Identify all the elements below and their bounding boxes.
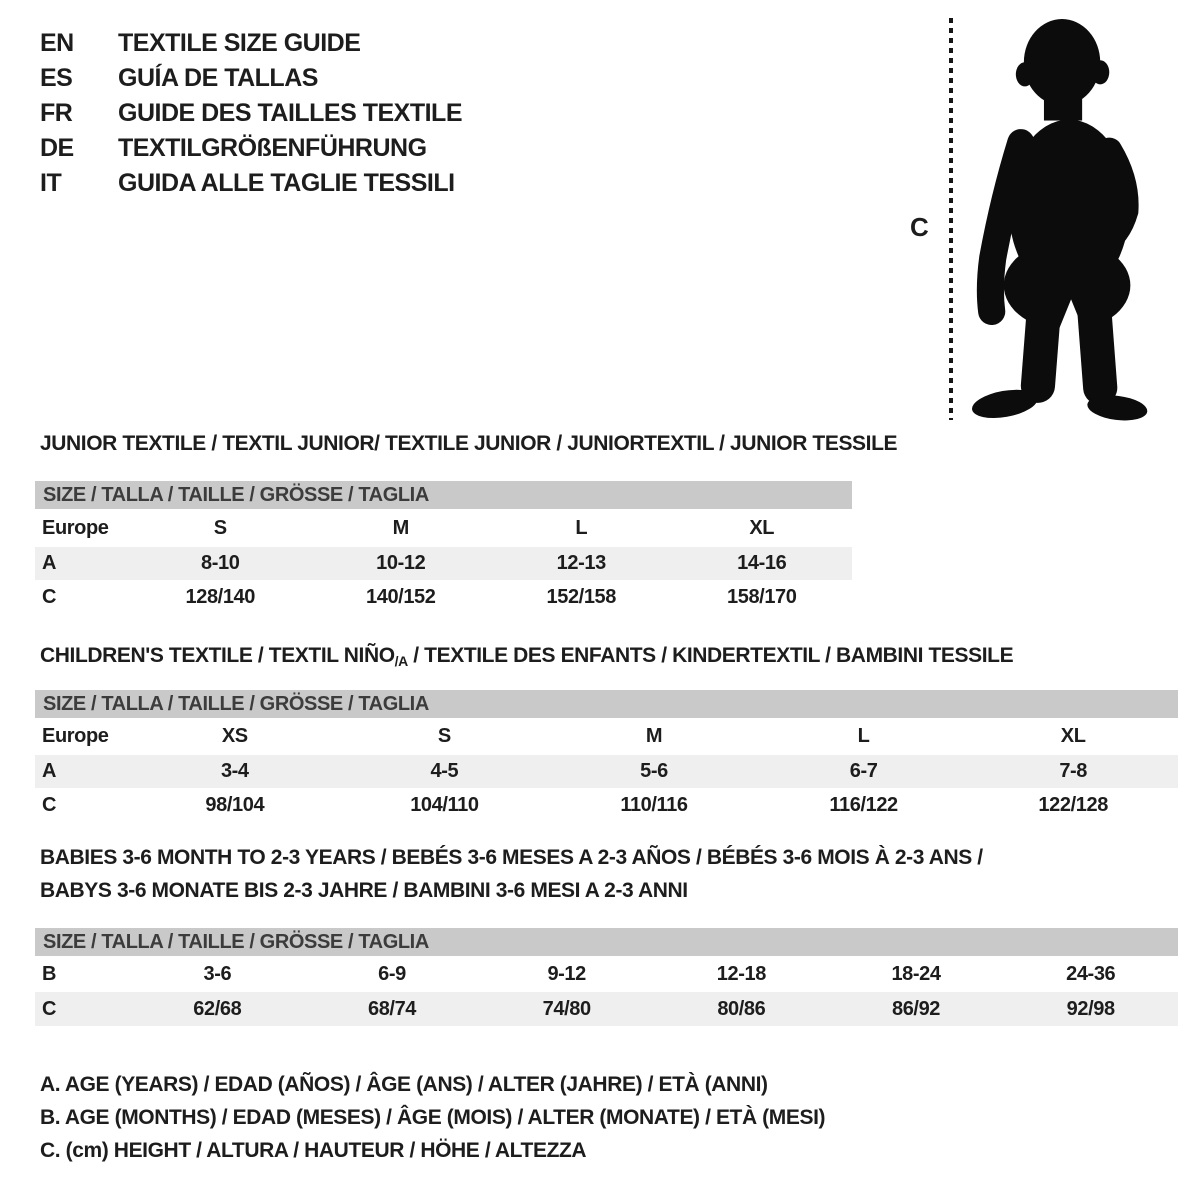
- row-label: Europe: [42, 725, 109, 747]
- height-cell: 104/110: [410, 793, 479, 816]
- size-cell: S: [213, 516, 227, 539]
- table-row: [35, 547, 852, 580]
- height-dashed-line: [949, 18, 953, 420]
- age-cell: 7-8: [1059, 760, 1088, 782]
- babies-section-title-line1: BABIES 3-6 MONTH TO 2-3 YEARS / BEBÉS 3-6 MESES A 2-3 AÑOS / BÉBÉS 3-6 MOIS À 2-3 ANS /: [40, 846, 983, 869]
- size-cell: S: [437, 725, 451, 747]
- height-cell: 116/122: [829, 793, 898, 816]
- height-cell: 158/170: [727, 586, 797, 608]
- age-cell: 6-7: [849, 760, 878, 782]
- guide-title-fr: GUIDE DES TAILLES TEXTILE: [118, 99, 463, 127]
- size-cell: L: [857, 725, 870, 747]
- language-row-de: [40, 131, 462, 166]
- size-cell: M: [645, 725, 663, 747]
- age-cell: 14-16: [737, 552, 787, 574]
- row-label: Europe: [42, 516, 109, 539]
- language-row-es: [40, 61, 462, 96]
- row-label: B: [42, 962, 57, 985]
- table-row: [35, 509, 852, 547]
- height-cell: 128/140: [185, 586, 255, 608]
- language-code: IT: [40, 169, 62, 197]
- age-cell: 3-6: [203, 962, 232, 985]
- table-row: [35, 956, 1178, 992]
- height-cell: 62/68: [193, 997, 242, 1020]
- children-title-suffix: / TEXTILE DES ENFANTS / KINDERTEXTIL / BAMBINI TESSILE: [407, 644, 1014, 667]
- children-title-prefix: CHILDREN'S TEXTILE / TEXTIL NIÑO: [40, 644, 395, 667]
- guide-title-en: TEXTILE SIZE GUIDE: [118, 29, 361, 57]
- size-cell: L: [575, 516, 588, 539]
- language-code: EN: [40, 29, 74, 57]
- age-cell: 18-24: [891, 962, 941, 985]
- age-cell: 24-36: [1066, 962, 1116, 985]
- height-cell: 74/80: [542, 997, 591, 1020]
- row-label: A: [42, 760, 57, 782]
- language-code: DE: [40, 134, 74, 162]
- babies-section-title-line2: BABYS 3-6 MONATE BIS 2-3 JAHRE / BAMBINI 3-6 MESI A 2-3 ANNI: [40, 879, 688, 902]
- height-marker-label: C: [910, 212, 929, 242]
- age-cell: 12-13: [556, 552, 606, 574]
- height-figure: [900, 0, 1160, 430]
- babies-table-header: SIZE / TALLA / TAILLE / GRÖSSE / TAGLIA: [35, 928, 1178, 956]
- row-label: C: [42, 793, 57, 816]
- height-cell: 68/74: [367, 997, 417, 1020]
- language-code: ES: [40, 64, 73, 92]
- height-cell: 140/152: [366, 586, 436, 608]
- size-cell: XL: [1060, 725, 1086, 747]
- height-cell: 80/86: [717, 997, 766, 1020]
- language-row-it: [40, 166, 462, 201]
- children-title-subscript: /A: [394, 653, 408, 669]
- legend-height-cm: C. (cm) HEIGHT / ALTURA / HAUTEUR / HÖHE / ALTEZZA: [40, 1138, 587, 1162]
- row-label: C: [42, 586, 57, 608]
- children-size-table: [35, 690, 1178, 822]
- table-row: [35, 755, 1178, 788]
- table-row: [35, 992, 1178, 1026]
- size-cell: XL: [749, 516, 775, 539]
- language-row-en: [40, 26, 462, 61]
- junior-section-title: JUNIOR TEXTILE / TEXTIL JUNIOR/ TEXTILE JUNIOR / JUNIORTEXTIL / JUNIOR TESSILE: [40, 432, 898, 455]
- height-cell: 92/98: [1066, 997, 1115, 1020]
- toddler-silhouette-icon: [958, 12, 1150, 424]
- age-cell: 5-6: [640, 760, 668, 782]
- guide-title-it: GUIDA ALLE TAGLIE TESSILI: [118, 169, 455, 197]
- guide-title-es: GUÍA DE TALLAS: [118, 64, 318, 92]
- height-cell: 98/104: [205, 793, 265, 816]
- language-row-fr: [40, 96, 462, 131]
- age-cell: 9-12: [547, 962, 586, 985]
- size-cell: XS: [221, 725, 248, 747]
- height-cell: 110/116: [620, 793, 688, 816]
- children-section-title: [40, 644, 1013, 669]
- row-label: C: [42, 997, 57, 1020]
- language-code: FR: [40, 99, 73, 127]
- age-cell: 10-12: [376, 552, 426, 574]
- age-cell: 3-4: [220, 760, 249, 782]
- guide-title-de: TEXTILGRÖßENFÜHRUNG: [118, 134, 427, 162]
- age-cell: 4-5: [430, 760, 459, 782]
- table-row: [35, 580, 852, 615]
- age-cell: 6-9: [378, 962, 406, 985]
- age-cell: 8-10: [201, 552, 240, 574]
- age-cell: 12-18: [716, 962, 766, 985]
- size-cell: M: [392, 516, 409, 539]
- height-cell: 152/158: [546, 586, 616, 608]
- babies-size-table: [35, 928, 1178, 1026]
- table-row: [35, 718, 1178, 755]
- legend-age-years: A. AGE (YEARS) / EDAD (AÑOS) / ÂGE (ANS) / ALTER (JAHRE) / ETÀ (ANNI): [40, 1072, 768, 1096]
- table-row: [35, 788, 1178, 822]
- height-cell: 122/128: [1038, 793, 1108, 816]
- language-title-block: [40, 26, 462, 201]
- legend-block: [40, 1068, 825, 1167]
- legend-age-months: B. AGE (MONTHS) / EDAD (MESES) / ÂGE (MOIS) / ALTER (MONATE) / ETÀ (MESI): [40, 1105, 826, 1129]
- children-table-header: SIZE / TALLA / TAILLE / GRÖSSE / TAGLIA: [35, 690, 1178, 718]
- row-label: A: [42, 552, 57, 574]
- junior-table-header: SIZE / TALLA / TAILLE / GRÖSSE / TAGLIA: [35, 481, 852, 509]
- height-cell: 86/92: [891, 997, 941, 1020]
- junior-size-table: [35, 481, 852, 615]
